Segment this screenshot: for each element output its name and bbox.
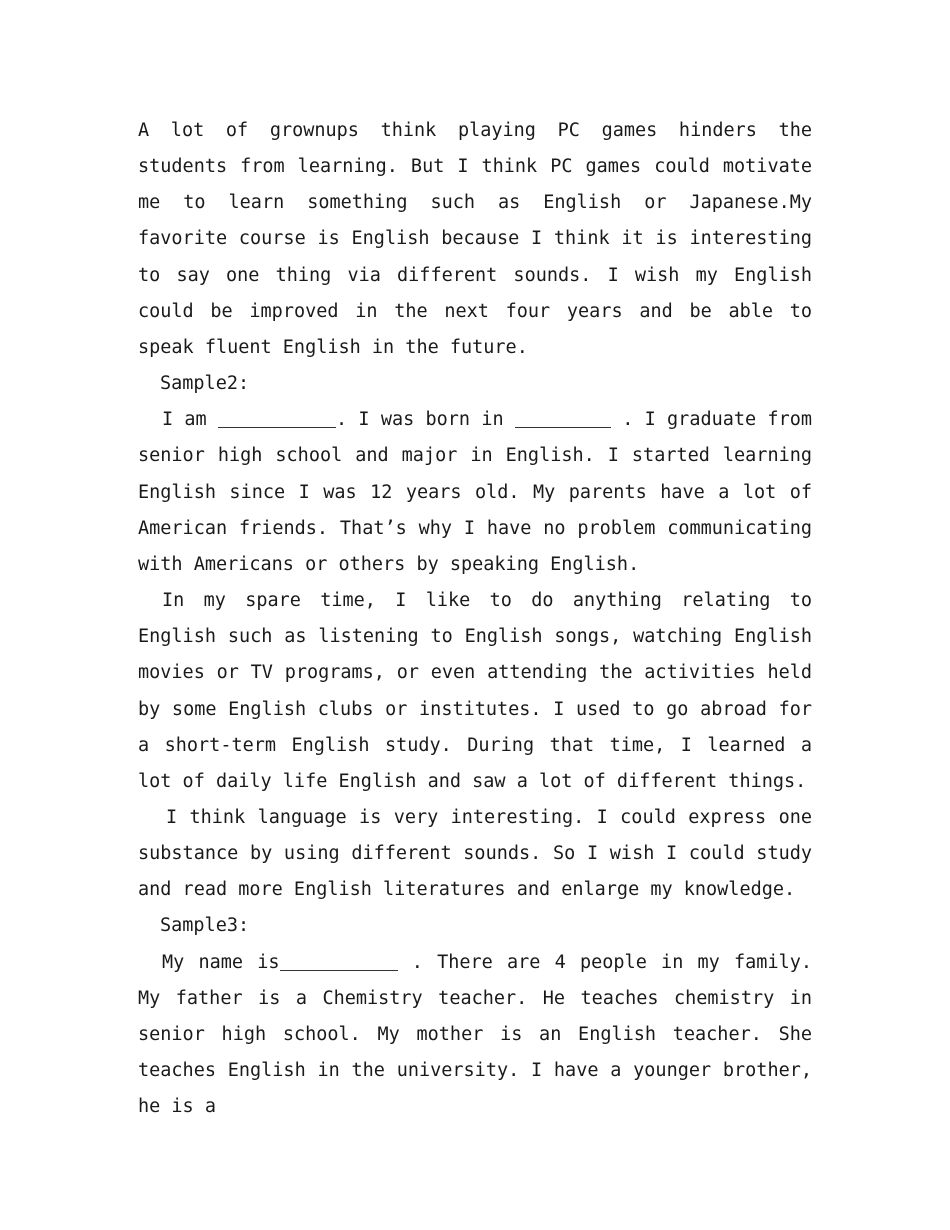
intro-text-start: I am xyxy=(162,409,218,431)
my-name-blank-line xyxy=(280,951,398,971)
intro-text-rest: . I graduate from senior high school and major in English. I started learning English since I was 12 years old. My parents have a lot of American friends. That’s why I have no problem communicating with Americans or others by speaking English. xyxy=(138,409,812,575)
name-blank-line xyxy=(218,409,336,429)
family-text-start: My name is xyxy=(162,951,280,973)
paragraph-family xyxy=(138,945,812,1126)
paragraph-spare-time: In my spare time, I like to do anything relating to English such as listening to English songs, watching English movies or TV programs, or even attending the activities held by some English clubs or institutes. I used to go abroad for a short-term English study. During that time, I learned a lot of daily life English and saw a lot of different things. xyxy=(138,590,812,792)
sample2-heading: Sample2: xyxy=(160,373,250,395)
paragraph-introduction xyxy=(138,402,812,583)
paragraph-pc-games: A lot of grownups think playing PC games hinders the students from learning. But I think PC games could motivate me to learn something such as English or Japanese.My favorite course is English because I think it is interesting to say one thing via different sounds. I wish my English could be improved in the next four years and be able to speak fluent English in the future. xyxy=(138,120,812,358)
birthplace-blank-line xyxy=(515,409,611,429)
family-text-rest: . There are 4 people in my family. My father is a Chemistry teacher. He teaches chemistry in senior high school. My mother is an English teacher. She teaches English in the university. I have a younger brother, he is a xyxy=(138,951,812,1118)
paragraph-language: I think language is very interesting. I could express one substance by using different sounds. So I wish I could study and read more English literatures and enlarge my knowledge. xyxy=(138,806,812,901)
intro-text-born: . I was born in xyxy=(335,409,515,431)
sample3-heading: Sample3: xyxy=(160,915,250,937)
document-body xyxy=(138,113,812,1125)
